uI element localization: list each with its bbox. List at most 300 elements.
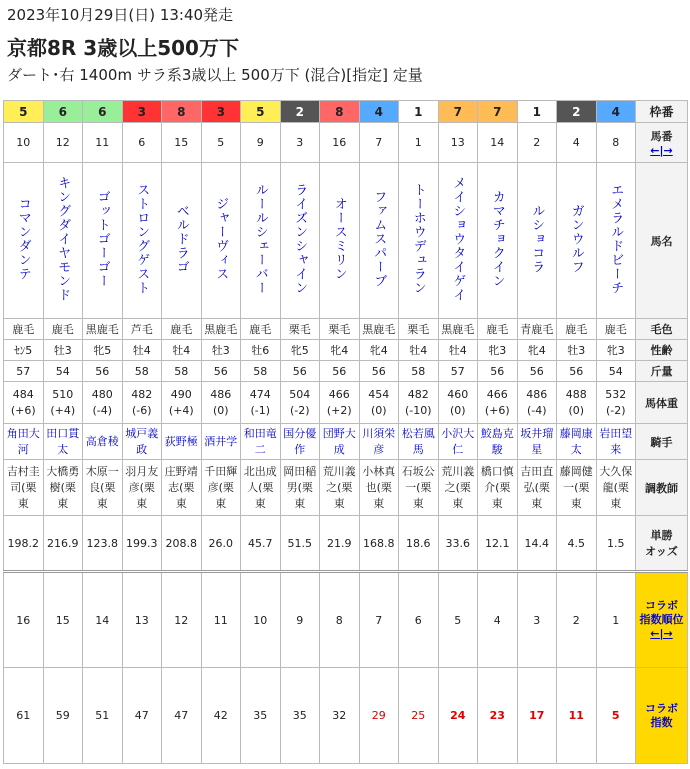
collab-index-cell: 23 bbox=[478, 668, 518, 764]
trainer-cell bbox=[438, 460, 478, 516]
horse-jockey2: 太 bbox=[57, 442, 69, 456]
horse-jockey2: 政 bbox=[136, 442, 148, 456]
horse-jockey1: 坂井瑠 bbox=[520, 426, 554, 440]
trainer-cell bbox=[43, 460, 83, 516]
horse-bw2: (-10) bbox=[404, 403, 432, 417]
horse-name-cell[interactable] bbox=[438, 163, 478, 319]
trainer-cell bbox=[201, 460, 241, 516]
horse-name-link[interactable]: カマチョクイン bbox=[489, 190, 505, 288]
sex-age-cell: 牝4 bbox=[517, 340, 557, 361]
collab-index-label-text: 指数 bbox=[650, 715, 673, 729]
horse-jockey2: 星 bbox=[531, 442, 543, 456]
weight-cell: 56 bbox=[201, 361, 241, 382]
horse-name-link[interactable]: ベルドラゴ bbox=[173, 204, 189, 274]
horse-bw1: 466 bbox=[328, 387, 350, 401]
trainer-cell bbox=[280, 460, 320, 516]
weight-cell: 54 bbox=[596, 361, 636, 382]
weight-cell: 56 bbox=[517, 361, 557, 382]
collab-rank-cell: 4 bbox=[478, 572, 518, 668]
weight-cell: 57 bbox=[4, 361, 44, 382]
umaban-cell: 15 bbox=[162, 123, 202, 163]
horse-name-cell[interactable] bbox=[83, 163, 123, 319]
weight-cell: 56 bbox=[83, 361, 123, 382]
waku-label bbox=[636, 101, 688, 123]
coat-cell: 鹿毛 bbox=[4, 319, 44, 340]
sex-age-cell: 牡4 bbox=[399, 340, 439, 361]
sex-age-cell: 牝4 bbox=[320, 340, 360, 361]
horse-jockey2: 彦 bbox=[373, 442, 385, 456]
horse-bw2: (+6) bbox=[484, 403, 510, 417]
body-weight-cell bbox=[478, 382, 518, 424]
odds-cell: 12.1 bbox=[478, 516, 518, 572]
horse-name-cell[interactable] bbox=[122, 163, 162, 319]
horse-bw1: 486 bbox=[210, 387, 232, 401]
horse-trainer2: 介(栗 bbox=[484, 480, 511, 494]
weight-cell: 58 bbox=[122, 361, 162, 382]
horse-bw2: (+4) bbox=[50, 403, 76, 417]
horse-bw1: 466 bbox=[486, 387, 508, 401]
horse-jockey1: 城戸義 bbox=[125, 426, 159, 440]
horse-bw1: 474 bbox=[249, 387, 271, 401]
jockey-cell[interactable] bbox=[201, 424, 241, 460]
waku-cell: 1 bbox=[517, 101, 557, 123]
horse-jockey1: 小沢大 bbox=[441, 426, 475, 440]
horse-jockey2: 作 bbox=[294, 442, 306, 456]
waku-cell: 6 bbox=[83, 101, 123, 123]
horse-bw1: 504 bbox=[289, 387, 311, 401]
horse-trainer3: 東 bbox=[96, 496, 108, 510]
sex-age-cell: 牝5 bbox=[83, 340, 123, 361]
body-weight-cell bbox=[359, 382, 399, 424]
horse-name-cell[interactable] bbox=[280, 163, 320, 319]
sex-age-cell: 牝3 bbox=[596, 340, 636, 361]
horse-trainer1: 北出成 bbox=[243, 464, 277, 478]
sex-age-cell: 牡4 bbox=[438, 340, 478, 361]
coat-cell: 栗毛 bbox=[320, 319, 360, 340]
collab-rank-cell: 9 bbox=[280, 572, 320, 668]
race-title: 京都8R 3歳以上500万下 bbox=[7, 36, 239, 60]
horse-name-link[interactable]: ガンウルフ bbox=[568, 204, 584, 274]
coat-cell: 黒鹿毛 bbox=[438, 319, 478, 340]
collab-rank-cell: 10 bbox=[241, 572, 281, 668]
odds-cell: 33.6 bbox=[438, 516, 478, 572]
entries-table bbox=[3, 100, 688, 764]
horse-trainer1: 岡田稲 bbox=[283, 464, 317, 478]
horse-bw2: (+2) bbox=[326, 403, 352, 417]
horse-trainer1: 吉田直 bbox=[520, 464, 554, 478]
weight-row bbox=[4, 361, 688, 382]
trainer-cell bbox=[162, 460, 202, 516]
body-weight-cell bbox=[399, 382, 439, 424]
trainer-cell bbox=[399, 460, 439, 516]
collab-rank-cell: 2 bbox=[557, 572, 597, 668]
collab-rank-label bbox=[636, 572, 688, 668]
coat-cell: 栗毛 bbox=[399, 319, 439, 340]
odds-cell: 45.7 bbox=[241, 516, 281, 572]
horse-trainer1: 藤岡健 bbox=[559, 464, 593, 478]
horse-jockey1: 鮫島克 bbox=[480, 426, 514, 440]
horse-jockey1: 藤岡康 bbox=[559, 426, 593, 440]
body-weight-label-text: 馬体重 bbox=[645, 396, 678, 410]
horse-name-cell[interactable] bbox=[241, 163, 281, 319]
collab-index-cell: 47 bbox=[122, 668, 162, 764]
sex-age-cell: 牝4 bbox=[359, 340, 399, 361]
collab-index-row bbox=[4, 668, 688, 764]
name-label-text: 馬名 bbox=[650, 234, 673, 248]
coat-cell: 鹿毛 bbox=[43, 319, 83, 340]
umaban-cell: 7 bbox=[359, 123, 399, 163]
body-weight-cell bbox=[4, 382, 44, 424]
trainer-cell bbox=[122, 460, 162, 516]
horse-bw2: (-1) bbox=[250, 403, 271, 417]
horse-bw1: 488 bbox=[565, 387, 587, 401]
weight-cell: 56 bbox=[359, 361, 399, 382]
waku-cell: 4 bbox=[596, 101, 636, 123]
weight-label-text: 斤量 bbox=[650, 365, 673, 378]
horse-jockey1: 国分優 bbox=[283, 426, 317, 440]
horse-bw2: (+6) bbox=[10, 403, 36, 417]
sex-age-label-text: 性齢 bbox=[650, 344, 673, 357]
jockey-cell[interactable] bbox=[596, 424, 636, 460]
horse-trainer2: 也(栗 bbox=[365, 480, 392, 494]
collab-rank-cell: 11 bbox=[201, 572, 241, 668]
horse-bw2: (0) bbox=[449, 403, 466, 417]
horse-jockey2: 成 bbox=[333, 442, 345, 456]
horse-name-link[interactable]: ジャーヴィス bbox=[213, 197, 229, 281]
odds-cell: 4.5 bbox=[557, 516, 597, 572]
trainer-row bbox=[4, 460, 688, 516]
horse-trainer3: 東 bbox=[570, 496, 582, 510]
coat-cell: 鹿毛 bbox=[241, 319, 281, 340]
weight-cell: 54 bbox=[43, 361, 83, 382]
horse-name-link[interactable]: キングダイヤモンド bbox=[55, 176, 71, 302]
umaban-cell: 2 bbox=[517, 123, 557, 163]
waku-cell: 5 bbox=[4, 101, 44, 123]
horse-name-link[interactable]: トーホウデュラン bbox=[410, 183, 426, 295]
umaban-cell: 1 bbox=[399, 123, 439, 163]
jockey-cell[interactable] bbox=[43, 424, 83, 460]
horse-name-link[interactable]: ルールシェーバー bbox=[252, 183, 268, 295]
umaban-cell: 10 bbox=[4, 123, 44, 163]
horse-jockey1: 田口貫 bbox=[46, 426, 80, 440]
umaban-label-text: 馬番 bbox=[650, 130, 673, 143]
odds-label-text: 単勝 bbox=[650, 529, 673, 542]
jockey-row bbox=[4, 424, 688, 460]
body-weight-cell bbox=[320, 382, 360, 424]
horse-trainer2: 良(栗 bbox=[89, 480, 116, 494]
trainer-label bbox=[636, 460, 688, 516]
odds-cell: 168.8 bbox=[359, 516, 399, 572]
collab-rank-cell: 16 bbox=[4, 572, 44, 668]
race-header bbox=[0, 0, 690, 100]
horse-name-cell[interactable] bbox=[4, 163, 44, 319]
umaban-cell: 5 bbox=[201, 123, 241, 163]
name-label bbox=[636, 163, 688, 319]
horse-bw2: (-4) bbox=[92, 403, 113, 417]
umaban-label bbox=[636, 123, 688, 163]
horse-trainer1: 橋口慎 bbox=[480, 464, 514, 478]
horse-jockey1: 荻野極 bbox=[164, 434, 198, 448]
horse-trainer2: 男(栗 bbox=[286, 480, 313, 494]
body-weight-cell bbox=[201, 382, 241, 424]
coat-cell: 鹿毛 bbox=[596, 319, 636, 340]
collab-rank-cell: 6 bbox=[399, 572, 439, 668]
collab-index-cell: 35 bbox=[280, 668, 320, 764]
horse-jockey2: 二 bbox=[254, 442, 266, 456]
horse-name-link[interactable]: メイショウタイゲイ bbox=[450, 176, 466, 302]
waku-cell: 1 bbox=[399, 101, 439, 123]
horse-trainer1: 荒川義 bbox=[322, 464, 356, 478]
horse-bw1: 532 bbox=[605, 387, 627, 401]
coat-row bbox=[4, 319, 688, 340]
horse-name-cell[interactable] bbox=[478, 163, 518, 319]
horse-jockey2: 来 bbox=[610, 442, 622, 456]
horse-jockey1: 角田大 bbox=[6, 426, 40, 440]
horse-trainer1: 羽月友 bbox=[125, 464, 159, 478]
horse-jockey1: 松若風 bbox=[401, 426, 435, 440]
body-weight-cell bbox=[596, 382, 636, 424]
weight-cell: 56 bbox=[478, 361, 518, 382]
odds-label bbox=[636, 516, 688, 572]
horse-trainer2: 弘(栗 bbox=[523, 480, 550, 494]
horse-trainer2: 彦(栗 bbox=[207, 480, 234, 494]
horse-jockey1: 高倉稜 bbox=[85, 434, 119, 448]
horse-jockey1: 和田竜 bbox=[243, 426, 277, 440]
horse-name-cell[interactable] bbox=[162, 163, 202, 319]
odds-cell: 21.9 bbox=[320, 516, 360, 572]
umaban-cell: 9 bbox=[241, 123, 281, 163]
horse-name-cell[interactable] bbox=[43, 163, 83, 319]
trainer-label-text: 調教師 bbox=[645, 481, 678, 495]
horse-bw1: 460 bbox=[447, 387, 469, 401]
body-weight-cell bbox=[557, 382, 597, 424]
waku-cell: 4 bbox=[359, 101, 399, 123]
jockey-cell[interactable] bbox=[359, 424, 399, 460]
horse-trainer3: 東 bbox=[373, 496, 385, 510]
weight-label bbox=[636, 361, 688, 382]
jockey-cell[interactable] bbox=[478, 424, 518, 460]
coat-cell: 鹿毛 bbox=[557, 319, 597, 340]
umaban-cell: 16 bbox=[320, 123, 360, 163]
horse-bw2: (-6) bbox=[131, 403, 152, 417]
horse-name-cell[interactable] bbox=[557, 163, 597, 319]
horse-bw2: (0) bbox=[370, 403, 387, 417]
coat-label bbox=[636, 319, 688, 340]
umaban-cell: 8 bbox=[596, 123, 636, 163]
horse-trainer3: 東 bbox=[610, 496, 622, 510]
sort-nav-link[interactable]: ←|→ bbox=[650, 627, 673, 640]
sex-age-cell: ｾﾝ5 bbox=[4, 340, 44, 361]
body-weight-cell bbox=[43, 382, 83, 424]
sex-age-cell: 牝5 bbox=[280, 340, 320, 361]
horse-bw2: (-2) bbox=[289, 403, 310, 417]
coat-cell: 黒鹿毛 bbox=[83, 319, 123, 340]
horse-name-cell[interactable] bbox=[359, 163, 399, 319]
trainer-cell bbox=[478, 460, 518, 516]
body-weight-row bbox=[4, 382, 688, 424]
odds-cell: 198.2 bbox=[4, 516, 44, 572]
collab-index-label bbox=[636, 668, 688, 764]
body-weight-cell bbox=[280, 382, 320, 424]
horse-bw1: 480 bbox=[91, 387, 113, 401]
sex-age-cell: 牡4 bbox=[122, 340, 162, 361]
jockey-label-text: 騎手 bbox=[650, 435, 673, 449]
jockey-cell[interactable] bbox=[4, 424, 44, 460]
coat-cell: 黒鹿毛 bbox=[201, 319, 241, 340]
horse-jockey2: 河 bbox=[17, 442, 29, 456]
horse-jockey2: 馬 bbox=[412, 442, 424, 456]
horse-trainer2: 一(栗 bbox=[405, 480, 432, 494]
collab-index-cell: 61 bbox=[4, 668, 44, 764]
collab-index-cell: 51 bbox=[83, 668, 123, 764]
sex-age-cell: 牝3 bbox=[478, 340, 518, 361]
horse-name-link[interactable]: オースミリン bbox=[331, 197, 347, 281]
sort-nav-link[interactable]: ←|→ bbox=[650, 144, 673, 157]
collab-rank-cell: 5 bbox=[438, 572, 478, 668]
collab-rank-cell: 15 bbox=[43, 572, 83, 668]
sex-age-cell: 牡4 bbox=[162, 340, 202, 361]
odds-cell: 51.5 bbox=[280, 516, 320, 572]
horse-name-cell[interactable] bbox=[201, 163, 241, 319]
umaban-cell: 6 bbox=[122, 123, 162, 163]
horse-trainer2: 一(栗 bbox=[563, 480, 590, 494]
weight-cell: 58 bbox=[399, 361, 439, 382]
sex-age-row bbox=[4, 340, 688, 361]
odds-cell: 199.3 bbox=[122, 516, 162, 572]
horse-name-link[interactable]: ライズンシャイン bbox=[292, 183, 308, 295]
odds-cell: 26.0 bbox=[201, 516, 241, 572]
collab-index-cell: 11 bbox=[557, 668, 597, 764]
waku-cell: 3 bbox=[201, 101, 241, 123]
horse-name-link[interactable]: ゴットゴーゴー bbox=[94, 190, 110, 288]
horse-trainer1: 石坂公 bbox=[401, 464, 435, 478]
horse-jockey2: 太 bbox=[570, 442, 582, 456]
horse-jockey2: 仁 bbox=[452, 442, 464, 456]
odds-cell: 123.8 bbox=[83, 516, 123, 572]
collab-index-cell: 32 bbox=[320, 668, 360, 764]
odds-cell: 14.4 bbox=[517, 516, 557, 572]
horse-name-link[interactable]: ファムスパーブ bbox=[371, 190, 387, 288]
collab-index-cell: 29 bbox=[359, 668, 399, 764]
collab-rank-cell: 7 bbox=[359, 572, 399, 668]
horse-jockey1: 酒井学 bbox=[204, 434, 238, 448]
body-weight-cell bbox=[241, 382, 281, 424]
jockey-cell[interactable] bbox=[122, 424, 162, 460]
horse-trainer3: 東 bbox=[491, 496, 503, 510]
jockey-cell[interactable] bbox=[162, 424, 202, 460]
umaban-cell: 13 bbox=[438, 123, 478, 163]
waku-cell: 8 bbox=[162, 101, 202, 123]
umaban-cell: 4 bbox=[557, 123, 597, 163]
horse-bw1: 486 bbox=[526, 387, 548, 401]
horse-bw2: (0) bbox=[212, 403, 229, 417]
waku-cell: 2 bbox=[280, 101, 320, 123]
body-weight-cell bbox=[438, 382, 478, 424]
collab-index-cell: 25 bbox=[399, 668, 439, 764]
sex-age-cell: 牡3 bbox=[43, 340, 83, 361]
jockey-label bbox=[636, 424, 688, 460]
collab-index-cell: 42 bbox=[201, 668, 241, 764]
collab-index-cell: 35 bbox=[241, 668, 281, 764]
horse-trainer2: 之(栗 bbox=[326, 480, 353, 494]
horse-name-link[interactable]: ストロングゲスト bbox=[134, 183, 150, 295]
horse-trainer2: 司(栗 bbox=[10, 480, 37, 494]
collab-rank-cell: 13 bbox=[122, 572, 162, 668]
horse-trainer1: 千田輝 bbox=[204, 464, 238, 478]
waku-cell: 6 bbox=[43, 101, 83, 123]
horse-trainer1: 大久保 bbox=[599, 464, 633, 478]
jockey-cell[interactable] bbox=[557, 424, 597, 460]
horse-bw1: 454 bbox=[368, 387, 390, 401]
horse-trainer3: 東 bbox=[452, 496, 464, 510]
horse-trainer2: 人(栗 bbox=[247, 480, 274, 494]
horse-name-link[interactable]: ルショコラ bbox=[529, 204, 545, 274]
horse-name-link[interactable]: コマンダンテ bbox=[15, 197, 31, 281]
horse-bw2: (0) bbox=[568, 403, 585, 417]
horse-jockey1: 川須栄 bbox=[362, 426, 396, 440]
trainer-cell bbox=[596, 460, 636, 516]
coat-cell: 黒鹿毛 bbox=[359, 319, 399, 340]
weight-cell: 58 bbox=[241, 361, 281, 382]
horse-name-cell[interactable] bbox=[517, 163, 557, 319]
weight-cell: 56 bbox=[557, 361, 597, 382]
sex-age-cell: 牡3 bbox=[201, 340, 241, 361]
waku-cell: 2 bbox=[557, 101, 597, 123]
weight-cell: 57 bbox=[438, 361, 478, 382]
horse-name-link[interactable]: エメラルドビーチ bbox=[608, 183, 624, 295]
horse-name-cell[interactable] bbox=[399, 163, 439, 319]
sex-age-label bbox=[636, 340, 688, 361]
trainer-cell bbox=[241, 460, 281, 516]
horse-name-cell[interactable] bbox=[596, 163, 636, 319]
jockey-cell[interactable] bbox=[438, 424, 478, 460]
horse-trainer1: 荒川義 bbox=[441, 464, 475, 478]
jockey-cell[interactable] bbox=[280, 424, 320, 460]
horse-bw2: (+4) bbox=[168, 403, 194, 417]
collab-index-cell: 24 bbox=[438, 668, 478, 764]
name-row bbox=[4, 163, 688, 319]
odds-cell: 18.6 bbox=[399, 516, 439, 572]
trainer-cell bbox=[4, 460, 44, 516]
jockey-cell[interactable] bbox=[320, 424, 360, 460]
horse-trainer3: 東 bbox=[136, 496, 148, 510]
coat-label-text: 毛色 bbox=[650, 323, 673, 336]
collab-rank-label-text: 指数順位 bbox=[639, 613, 684, 626]
coat-cell: 栗毛 bbox=[280, 319, 320, 340]
odds-cell: 216.9 bbox=[43, 516, 83, 572]
waku-cell: 5 bbox=[241, 101, 281, 123]
collab-rank-row bbox=[4, 572, 688, 668]
coat-cell: 鹿毛 bbox=[478, 319, 518, 340]
sex-age-cell: 牡6 bbox=[241, 340, 281, 361]
jockey-cell[interactable] bbox=[399, 424, 439, 460]
trainer-cell bbox=[320, 460, 360, 516]
umaban-cell: 3 bbox=[280, 123, 320, 163]
horse-trainer1: 大橋勇 bbox=[46, 464, 80, 478]
jockey-cell[interactable] bbox=[83, 424, 123, 460]
horse-trainer3: 東 bbox=[57, 496, 69, 510]
waku-cell: 3 bbox=[122, 101, 162, 123]
jockey-cell[interactable] bbox=[517, 424, 557, 460]
jockey-cell[interactable] bbox=[241, 424, 281, 460]
horse-trainer2: 彦(栗 bbox=[128, 480, 155, 494]
horse-trainer2: 志(栗 bbox=[168, 480, 195, 494]
horse-bw1: 484 bbox=[12, 387, 34, 401]
weight-cell: 56 bbox=[280, 361, 320, 382]
waku-cell: 7 bbox=[438, 101, 478, 123]
horse-name-cell[interactable] bbox=[320, 163, 360, 319]
collab-rank-cell: 14 bbox=[83, 572, 123, 668]
